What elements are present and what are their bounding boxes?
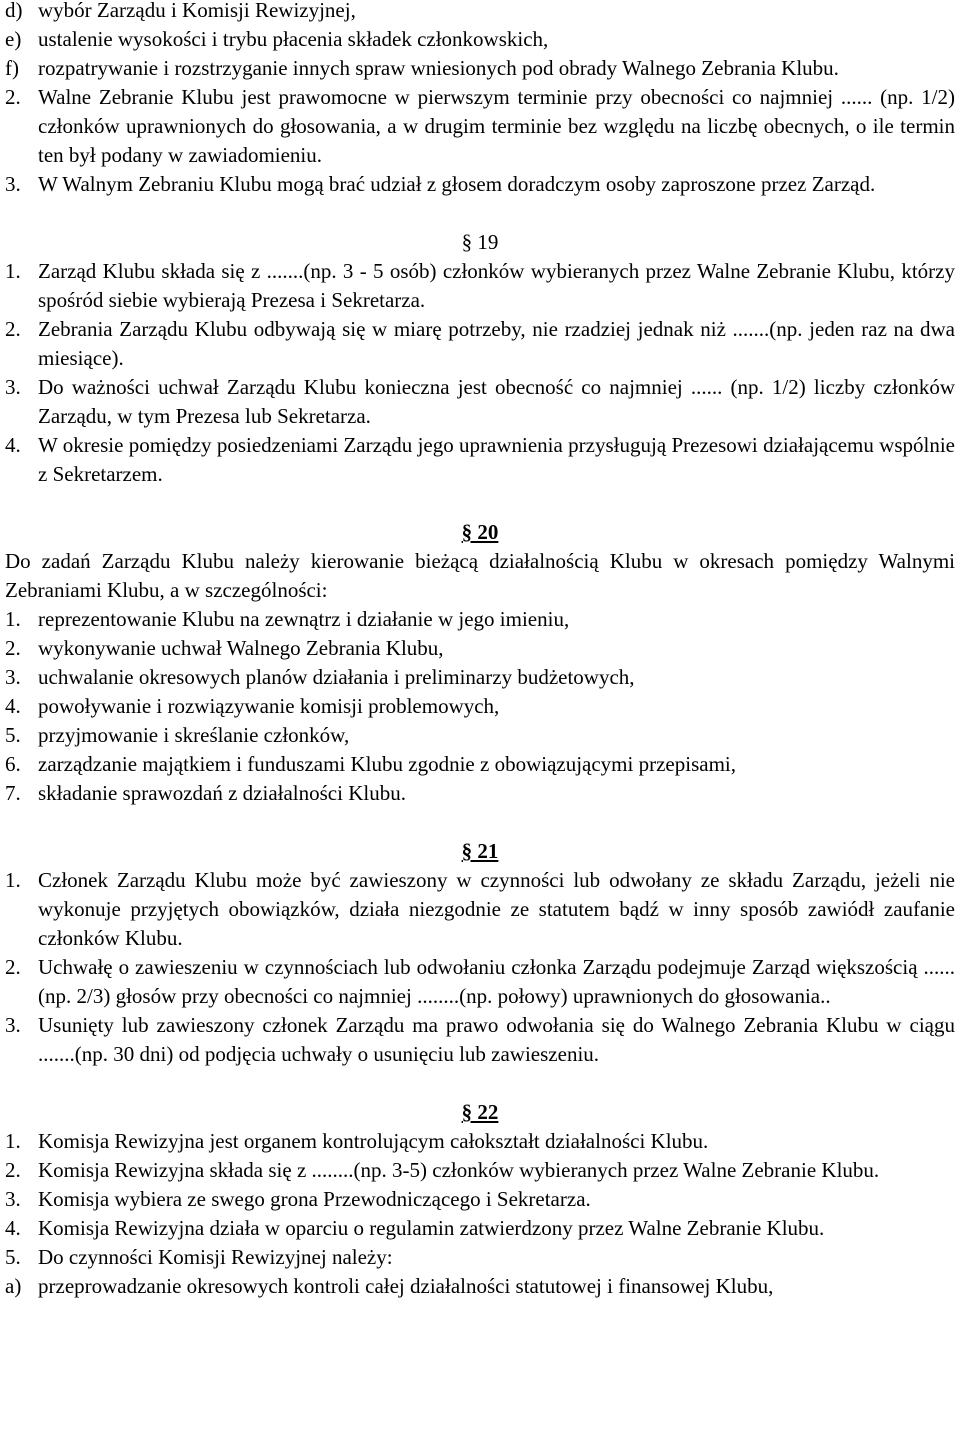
list-marker: 5. [5, 723, 21, 747]
list-marker: 2. [5, 955, 21, 979]
list-marker: 4. [5, 433, 21, 457]
list-text: składanie sprawozdań z działalności Klubu. [38, 781, 406, 805]
list-text: Komisja Rewizyjna jest organem kontrolującym całokształt działalności Klubu. [38, 1129, 709, 1153]
section-21 [5, 837, 955, 1069]
list-item [5, 866, 955, 953]
list-marker: 2. [5, 1158, 21, 1182]
list-item [5, 431, 955, 489]
list-text: Zebrania Zarządu Klubu odbywają się w miarę potrzeby, nie rzadziej jednak niż .......(np. jeden raz na dwa miesiące). [38, 317, 955, 370]
section-heading [5, 518, 955, 547]
list-item [5, 692, 955, 721]
list-text: W okresie pomiędzy posiedzeniami Zarządu jego uprawnienia przysługują Prezesowi działającemu wspólnie z Sekretarzem. [38, 433, 955, 486]
list-text: przyjmowanie i skreślanie członków, [38, 723, 350, 747]
list-marker: 2. [5, 85, 21, 109]
list-item [5, 83, 955, 170]
list-marker: 3. [5, 375, 21, 399]
list-text: powoływanie i rozwiązywanie komisji problemowych, [38, 694, 500, 718]
list-text: Uchwałę o zawieszeniu w czynnościach lub odwołaniu członka Zarządu podejmuje Zarząd większością ...... (np. 2/3) głosów przy obecności co najmniej ........(np. połowy) uprawnionych do głosowania.. [38, 955, 955, 1008]
list-text: Zarząd Klubu składa się z .......(np. 3 - 5 osób) członków wybieranych przez Walne Zebranie Klubu, którzy spośród siebie wybierają Prezesa i Sekretarza. [38, 259, 955, 312]
list-item [5, 1127, 955, 1156]
list-item [5, 663, 955, 692]
list-marker: 1. [5, 868, 21, 892]
section-heading-text: § 22 [461, 1100, 499, 1124]
list-text: Członek Zarządu Klubu może być zawieszony w czynności lub odwołany ze składu Zarządu, jeżeli nie wykonuje przyjętych obowiązków, działa niezgodnie ze statutem bądź w inny sposób zawiódł zaufanie członków Klubu. [38, 868, 955, 950]
list-item [5, 1214, 955, 1243]
list-text: Komisja wybiera ze swego grona Przewodniczącego i Sekretarza. [38, 1187, 591, 1211]
list-item [5, 315, 955, 373]
list-text: wybór Zarządu i Komisji Rewizyjnej, [38, 0, 356, 22]
section-intro: Do zadań Zarządu Klubu należy kierowanie bieżącą działalnością Klubu w okresach pomiędzy Walnymi Zebraniami Klubu, a w szczególności: [5, 549, 955, 602]
list-marker: 3. [5, 1013, 21, 1037]
list-item [5, 257, 955, 315]
section-22 [5, 1098, 955, 1301]
list-text: Usunięty lub zawieszony członek Zarządu ma prawo odwołania się do Walnego Zebrania Klubu w ciągu .......(np. 30 dni) od podjęcia uchwały o usunięciu lub zawieszeniu. [38, 1013, 955, 1066]
list-text: Do czynności Komisji Rewizyjnej należy: [38, 1245, 393, 1269]
list-marker: 1. [5, 259, 21, 283]
list-item [5, 1185, 955, 1214]
list-marker: 3. [5, 172, 21, 196]
list-item [5, 779, 955, 808]
list-text: Komisja Rewizyjna działa w oparciu o regulamin zatwierdzony przez Walne Zebranie Klubu. [38, 1216, 825, 1240]
list-marker: 4. [5, 694, 21, 718]
list-marker: a) [5, 1274, 22, 1298]
list-item [5, 953, 955, 1011]
section-18-tail [5, 0, 955, 199]
list-marker: 5. [5, 1245, 21, 1269]
section-heading-text: § 20 [461, 520, 499, 544]
list-item [5, 1156, 955, 1185]
list-item [5, 750, 955, 779]
section-19 [5, 228, 955, 489]
list-text: przeprowadzanie okresowych kontroli całej działalności statutowej i finansowej Klubu, [38, 1274, 774, 1298]
section-heading [5, 228, 955, 257]
list-text: Walne Zebranie Klubu jest prawomocne w pierwszym terminie przy obecności co najmniej ...... (np. 1/2) członków uprawnionych do głosowania, a w drugim terminie bez względu na liczbę obecnych, o ile termin ten był podany w zawiadomieniu. [38, 85, 955, 167]
list-marker: 3. [5, 665, 21, 689]
list-marker: d) [5, 0, 23, 22]
section-20 [5, 518, 955, 808]
list-marker: 1. [5, 607, 21, 631]
list-text: ustalenie wysokości i trybu płacenia składek członkowskich, [38, 27, 549, 51]
list-item [5, 634, 955, 663]
section-heading-text: § 21 [461, 839, 499, 863]
list-text: rozpatrywanie i rozstrzyganie innych spraw wniesionych pod obrady Walnego Zebrania Klubu. [38, 56, 839, 80]
section-heading-text: § 19 [461, 230, 499, 254]
list-marker: 1. [5, 1129, 21, 1153]
list-text: Komisja Rewizyjna składa się z ........(np. 3-5) członków wybieranych przez Walne Zebranie Klubu. [38, 1158, 880, 1182]
list-marker: 6. [5, 752, 21, 776]
list-marker: 4. [5, 1216, 21, 1240]
list-text: wykonywanie uchwał Walnego Zebrania Klubu, [38, 636, 444, 660]
list-text: reprezentowanie Klubu na zewnątrz i działanie w jego imieniu, [38, 607, 570, 631]
list-marker: 2. [5, 317, 21, 341]
list-item [5, 1011, 955, 1069]
list-item [5, 721, 955, 750]
section-heading [5, 837, 955, 866]
list-marker: 7. [5, 781, 21, 805]
list-text: W Walnym Zebraniu Klubu mogą brać udział z głosem doradczym osoby zaproszone przez Zarząd. [38, 172, 876, 196]
list-text: uchwalanie okresowych planów działania i preliminarzy budżetowych, [38, 665, 635, 689]
list-marker: f) [5, 56, 19, 80]
list-item [5, 0, 955, 25]
list-item [5, 1272, 955, 1301]
list-text: zarządzanie majątkiem i funduszami Klubu zgodnie z obowiązującymi przepisami, [38, 752, 736, 776]
list-item [5, 605, 955, 634]
list-text: Do ważności uchwał Zarządu Klubu konieczna jest obecność co najmniej ...... (np. 1/2) liczby członków Zarządu, w tym Prezesa lub Sekretarza. [38, 375, 955, 428]
list-item [5, 1243, 955, 1272]
list-item [5, 373, 955, 431]
list-marker: 3. [5, 1187, 21, 1211]
section-heading [5, 1098, 955, 1127]
list-item [5, 54, 955, 83]
list-item [5, 25, 955, 54]
list-marker: 2. [5, 636, 21, 660]
list-marker: e) [5, 27, 22, 51]
list-item [5, 170, 955, 199]
